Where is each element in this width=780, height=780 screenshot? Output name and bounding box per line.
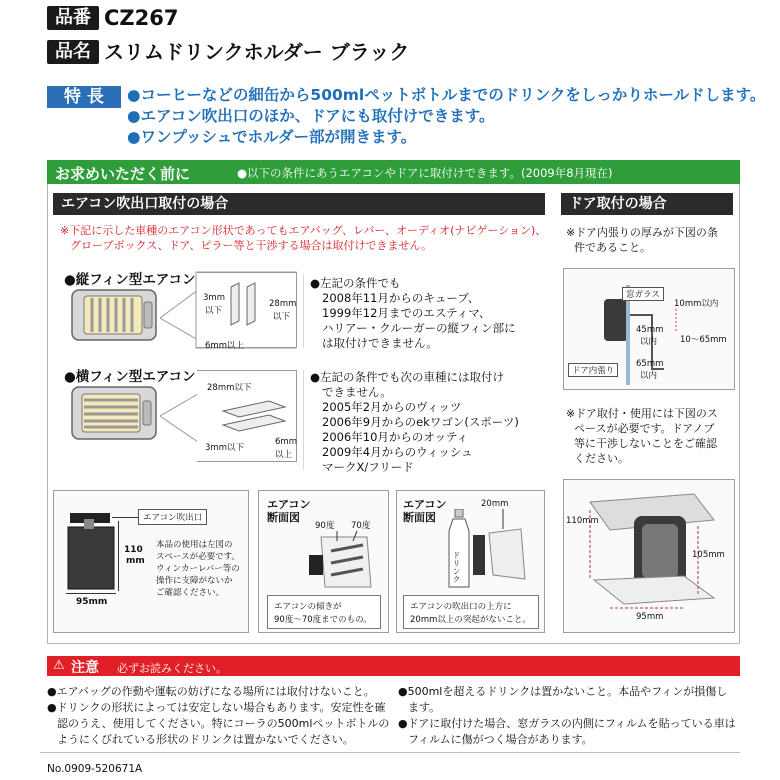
clearance-caption-1: エアコンの吹出口の上方に xyxy=(410,602,512,612)
horizontal-condition-4: 2006年9月からのekワゴン(スポーツ) xyxy=(322,415,519,429)
holder-front-image xyxy=(64,505,124,605)
angle-caption xyxy=(267,595,381,629)
space-height: 110 xyxy=(124,545,143,555)
horizontal-condition-3: 2005年2月からのヴィッツ xyxy=(322,400,462,414)
footer-code: No.0909-520671A xyxy=(47,763,143,775)
warning-triangle-icon: ⚠ xyxy=(53,658,65,673)
feature-item-3: ●ワンプッシュでホルダー部が開きます。 xyxy=(127,128,417,146)
caution-title: 注意 xyxy=(71,660,99,676)
caution-left-4: ようにくびれている形状のドリンクは置かないでください。 xyxy=(57,733,354,746)
dim-door-4: 65mm xyxy=(636,359,664,369)
before-purchase-title: お求めいただく前に xyxy=(55,165,191,183)
window-glass-label: 窓ガラス xyxy=(622,287,664,301)
angle-caption-2: 90度〜70度までのもの。 xyxy=(274,615,372,625)
horizontal-condition-5: 2006年10月からのオッティ xyxy=(322,430,469,444)
space-note-1: 本品の使用は左図の xyxy=(156,540,233,550)
door-note2-4: ください。 xyxy=(574,452,629,465)
clearance-caption-2: 20mm以上の突起がないこと。 xyxy=(410,615,531,625)
caution-left-2: ●ドリンクの形状によっては安定しない場合もあります。安定性を確 xyxy=(47,701,386,714)
angle-section-image xyxy=(307,531,377,593)
dim-fin-gap: 6mm以上 xyxy=(205,341,244,351)
door-space-h1: 110mm xyxy=(566,516,599,526)
features-label: 特 長 xyxy=(47,86,121,108)
before-purchase-bar xyxy=(47,160,740,184)
door-note1-1: ※ドア内張りの厚みが下図の条 xyxy=(566,226,718,239)
clearance-title-1: エアコン xyxy=(403,498,447,511)
dim-fin-depth-limit: 以下 xyxy=(273,312,291,322)
angle-70: 70度 xyxy=(351,521,371,531)
dim-hfin-gap-limit: 以上 xyxy=(275,450,293,460)
door-note2-3: 等に干渉しないことをご確認 xyxy=(574,437,717,450)
angle-title-1: エアコン xyxy=(267,498,311,511)
feature-item-1: ●コーヒーなどの細缶から500mlペットボトルまでのドリンクをしっかりホールドします。 xyxy=(127,86,766,104)
vertical-condition-4: ハリアー・クルーガーの縦フィン部に xyxy=(322,321,516,335)
aircon-warning-1: ※下記に示した車種のエアコン形状であってもエアバッグ、レバー、オーディオ(ナビゲーション)、 xyxy=(60,224,547,237)
space-diagram xyxy=(53,490,249,633)
horizontal-fin-label: ●横フィン型エアコン xyxy=(64,369,196,385)
caution-left-1: ●エアバッグの作動や運転の妨げになる場所には取付けないこと。 xyxy=(47,685,375,698)
door-space-diagram xyxy=(563,479,735,633)
horizontal-condition-6: 2009年4月からのウィッシュ xyxy=(322,445,473,459)
space-height-unit: mm xyxy=(126,556,145,566)
horizontal-fin-dim-box xyxy=(197,370,297,462)
caution-bar xyxy=(47,656,740,676)
feature-item-2: ●エアコン吹出口のほか、ドアにも取付けできます。 xyxy=(127,107,495,125)
caution-left-3: 認のうえ、使用してください。特にコーラの500mlペットボトルの xyxy=(57,717,390,730)
door-space-h2: 105mm xyxy=(692,550,725,560)
vertical-condition-3: 1999年12月までのエスティマ、 xyxy=(322,306,491,320)
door-lining-label: ドア内張り xyxy=(568,363,618,377)
dim-fin-depth: 28mm xyxy=(269,299,297,309)
space-width: 95mm xyxy=(76,597,108,607)
vertical-condition-5: は取付けできません。 xyxy=(322,336,438,350)
vertical-condition-2: 2008年11月からのキューブ、 xyxy=(322,291,480,305)
dim-door-1: 10mm以内 xyxy=(674,299,719,309)
angle-diagram xyxy=(258,490,389,633)
door-space-w: 95mm xyxy=(636,612,664,622)
clearance-title-2: 断面図 xyxy=(403,511,436,524)
aircon-section-title: エアコン吹出口取付の場合 xyxy=(53,193,545,215)
angle-90: 90度 xyxy=(315,521,335,531)
clearance-diagram xyxy=(396,490,545,633)
drink-label: ドリンク xyxy=(452,551,461,583)
angle-title-2: 断面図 xyxy=(267,511,300,524)
caution-right-3: ●ドアに取付けた場合、窓ガラスの内側にフィルムを貼っている車は xyxy=(398,717,736,730)
vertical-fin-dim-box xyxy=(197,272,297,351)
space-note-4: 操作に支障がないか xyxy=(156,576,233,586)
dim-door-2-limit: 以内 xyxy=(640,337,658,347)
angle-caption-1: エアコンの傾きが xyxy=(274,602,342,612)
door-note1-2: 件であること。 xyxy=(574,241,651,254)
product-name-label: 品名 xyxy=(47,40,99,64)
space-note-2: スペースが必要です。 xyxy=(156,552,240,562)
before-purchase-subtitle: ●以下の条件にあうエアコンやドアに取付けできます。(2009年8月現在) xyxy=(237,166,613,180)
clearance-caption xyxy=(403,595,539,629)
dim-hfin-depth: 28mm以下 xyxy=(207,383,252,393)
vertical-fin-label: ●縦フィン型エアコン xyxy=(64,272,196,288)
aircon-warning-2: グローブボックス、ドア、ピラー等と干渉する場合は取付けできません。 xyxy=(70,239,433,252)
dim-door-3: 10〜65mm xyxy=(680,335,727,345)
door-thickness-diagram xyxy=(563,268,735,390)
door-note2-2: ペースが必要です。ドアノブ xyxy=(574,422,715,435)
product-number-label: 品番 xyxy=(47,6,99,30)
clearance-gap: 20mm xyxy=(481,499,509,509)
caution-right-1: ●500mlを超えるドリンクは置かないこと。本品やフィンが損傷し xyxy=(398,685,728,698)
horizontal-fin-aircon-image xyxy=(70,385,160,443)
horizontal-condition-2: できません。 xyxy=(322,385,392,399)
horizontal-condition-1: ●左記の条件でも次の車種には取付け xyxy=(310,370,505,384)
caution-right-4: フィルムに傷がつく場合があります。 xyxy=(408,733,593,746)
dim-fin-thickness-limit: 以下 xyxy=(205,306,223,316)
product-name: スリムドリンクホルダー ブラック xyxy=(104,40,410,64)
vertical-condition-1: ●左記の条件でも xyxy=(310,276,401,290)
door-note2-1: ※ドア取付・使用には下図のス xyxy=(566,407,718,420)
dim-hfin-gap: 6mm xyxy=(275,437,297,447)
dim-door-2: 45mm xyxy=(636,325,664,335)
caution-right-2: ます。 xyxy=(408,701,441,714)
door-section-title: ドア取付の場合 xyxy=(561,193,733,215)
space-note-5: ご確認ください。 xyxy=(156,588,225,598)
dim-fin-thickness: 3mm xyxy=(203,293,225,303)
space-note-3: ウィンカーレバー等の xyxy=(156,564,240,574)
outlet-label: エアコン吹出口 xyxy=(138,509,207,525)
dim-door-4-limit: 以内 xyxy=(640,371,658,381)
vertical-fin-aircon-image xyxy=(70,288,160,344)
horizontal-condition-7: マークX/フリード xyxy=(322,460,414,474)
product-number: CZ267 xyxy=(104,6,179,30)
caution-subtitle: 必ずお読みください。 xyxy=(117,662,227,675)
dim-hfin-thickness: 3mm以下 xyxy=(205,443,244,453)
